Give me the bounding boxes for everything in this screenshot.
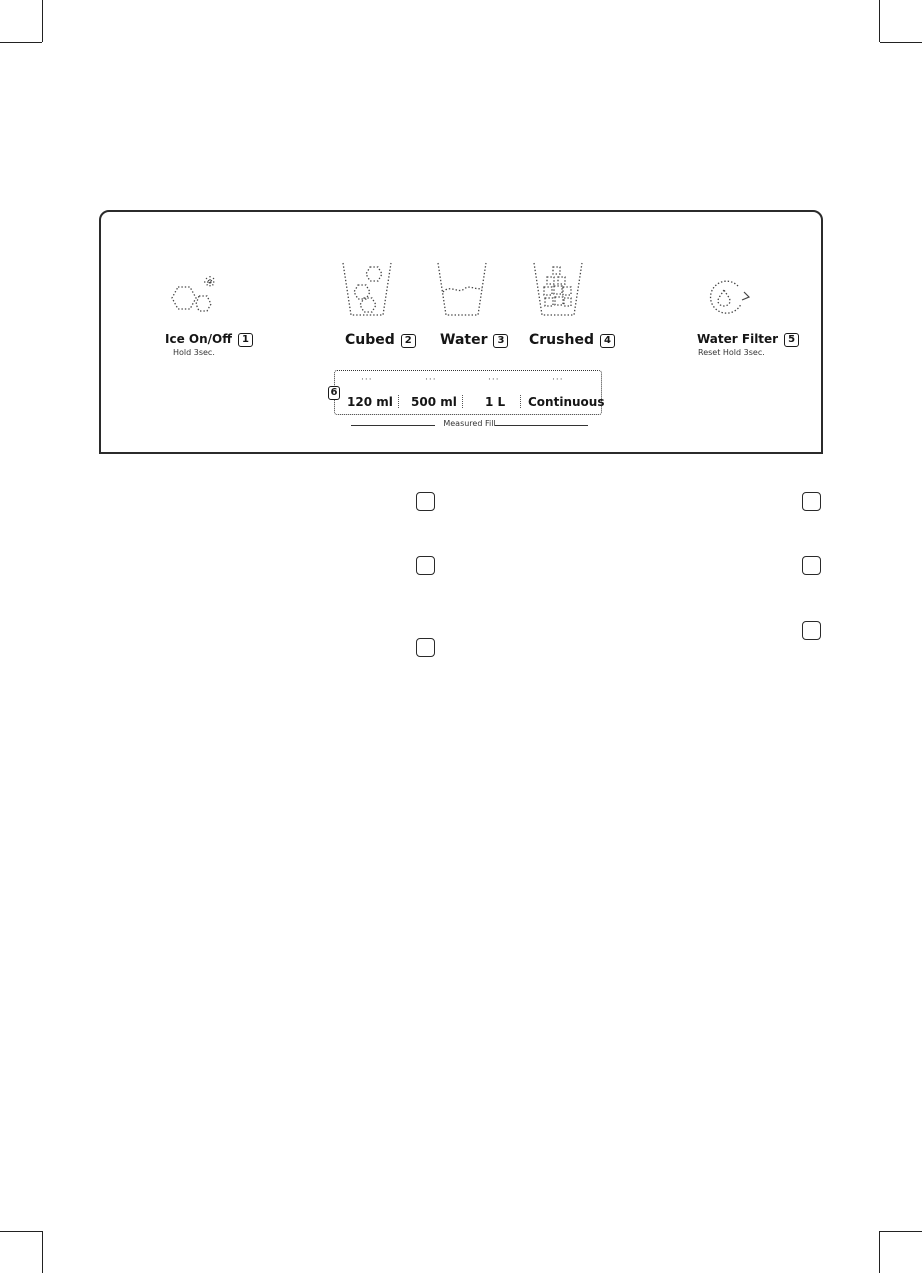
fill-separator (520, 395, 521, 408)
callout-box (416, 638, 435, 657)
number-badge-3: 3 (493, 334, 508, 348)
number-badge-1: 1 (238, 333, 253, 347)
number-badge-2: 2 (401, 334, 416, 348)
callout-box (802, 621, 821, 640)
fill-option-500ml: 500 ml (411, 395, 457, 409)
cubed-text: Cubed (345, 332, 395, 348)
crushed-ice-glass-icon (532, 261, 584, 319)
water-label (440, 332, 508, 348)
fill-option-120ml: 120 ml (347, 395, 393, 409)
ice-on-off-text: Ice On/Off (165, 332, 232, 346)
fill-separator (398, 395, 399, 408)
cubed-label (345, 332, 416, 348)
crop-mark (880, 42, 922, 43)
number-badge-5: 5 (784, 333, 799, 347)
fill-option-continuous: Continuous (528, 395, 605, 409)
ice-hold-hint: Hold 3sec. (173, 348, 215, 357)
crop-mark (879, 1231, 880, 1273)
fill-indicator-dots: ··· (488, 375, 500, 385)
water-filter-label (697, 332, 799, 347)
callout-box (802, 556, 821, 575)
water-filter-text: Water Filter (697, 332, 779, 346)
ice-maker-icon (166, 274, 218, 316)
crop-mark (42, 0, 43, 42)
number-badge-6: 6 (328, 386, 340, 400)
fill-indicator-dots: ··· (425, 375, 437, 385)
fill-separator (462, 395, 463, 408)
crop-mark (42, 1231, 43, 1273)
number-badge-4: 4 (600, 334, 615, 348)
water-filter-icon (704, 276, 756, 316)
fill-option-1l: 1 L (485, 395, 506, 409)
callout-box (416, 556, 435, 575)
crushed-text: Crushed (529, 332, 594, 348)
callout-box (802, 492, 821, 511)
crop-mark (880, 1231, 922, 1232)
crop-mark (0, 42, 42, 43)
crushed-label (529, 332, 615, 348)
measured-fill-caption: Measured Fill (443, 419, 496, 428)
crop-mark (879, 0, 880, 42)
cubed-ice-glass-icon (341, 261, 393, 319)
water-glass-icon (436, 261, 488, 319)
callout-box (416, 492, 435, 511)
ice-on-off-label (165, 332, 253, 347)
fill-indicator-dots: ··· (552, 375, 564, 385)
water-text: Water (440, 332, 488, 348)
fill-indicator-dots: ··· (361, 375, 373, 385)
crop-mark (0, 1231, 42, 1232)
filter-reset-hint: Reset Hold 3sec. (698, 348, 765, 357)
